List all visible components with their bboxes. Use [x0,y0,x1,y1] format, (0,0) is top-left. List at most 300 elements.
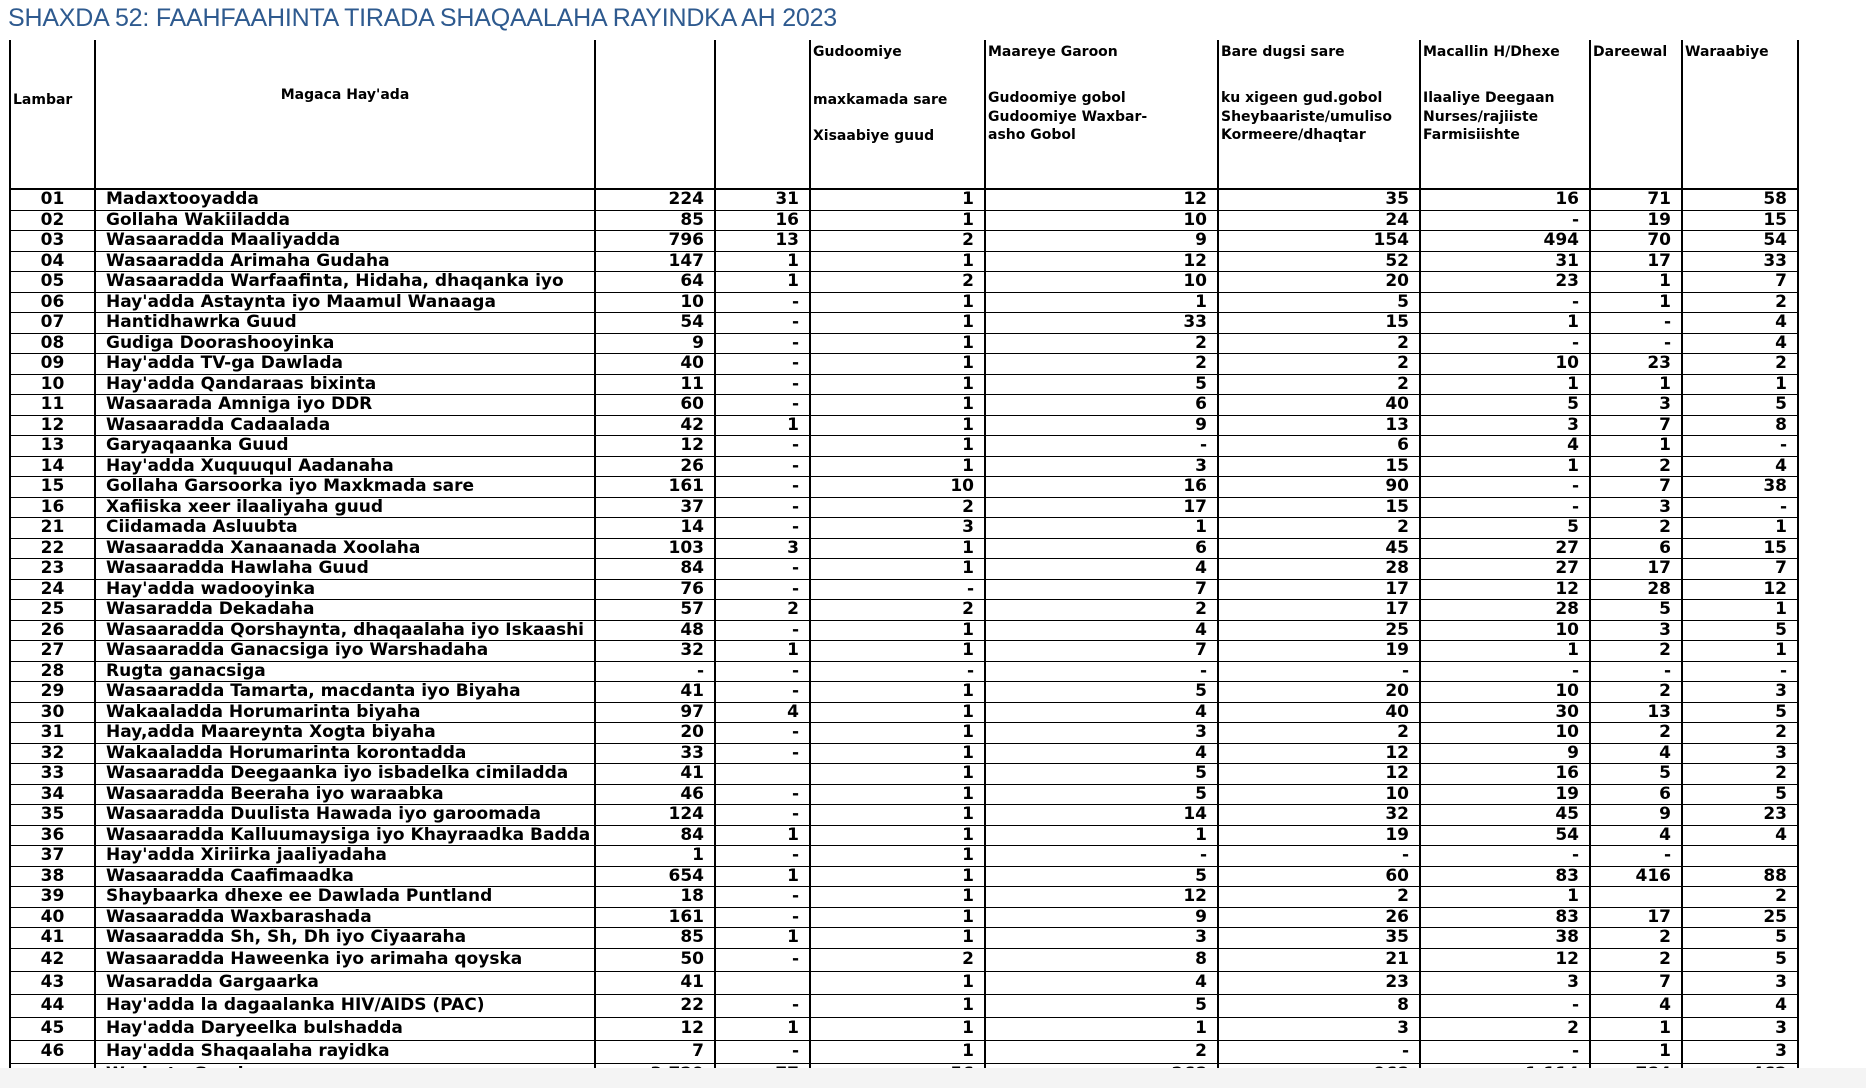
row-value: 5 [985,994,1218,1017]
row-lambar: 27 [10,641,95,662]
row-lambar: 16 [10,497,95,518]
row-lambar: 38 [10,866,95,887]
row-value: 76 [595,579,715,600]
row-value: 16 [985,477,1218,498]
row-value: 5 [1682,784,1798,805]
row-value: 71 [1590,189,1682,210]
row-value: 45 [1218,538,1420,559]
row-value: 4 [985,620,1218,641]
row-value: 2 [810,497,985,518]
row-magaca: Wasaradda Gargaarka [95,971,595,994]
row-value: 1 [810,559,985,580]
row-magaca: Hantidhawrka Guud [95,313,595,334]
row-magaca: Wasaaradda Kalluumaysiga iyo Khayraadka Badda [95,825,595,846]
table-row [10,743,1798,764]
header-line: Macallin H/Dhexe [1423,44,1560,60]
row-value: 4 [1682,313,1798,334]
row-value [715,764,810,785]
row-value: 88 [1682,866,1798,887]
header-line: Gudoomiye gobol [988,90,1126,106]
row-value: 1 [1682,374,1798,395]
row-value: 5 [1682,948,1798,971]
row-value: - [595,661,715,682]
row-value: - [1420,661,1590,682]
row-magaca: Shaybaarka dhexe ee Dawlada Puntland [95,887,595,908]
row-value: 2 [1218,333,1420,354]
row-value: - [715,948,810,971]
row-value: 31 [1420,251,1590,272]
table-row [10,907,1798,928]
row-value: 14 [985,805,1218,826]
header-macallin [1420,40,1590,189]
row-value: - [1218,1040,1420,1063]
row-value: 2 [985,354,1218,375]
row-lambar: 44 [10,994,95,1017]
header-magaca: Magaca Hay'ada [95,40,595,189]
header-line: Farmisiishte [1423,127,1520,143]
row-value: 28 [1590,579,1682,600]
row-value: 1 [810,928,985,949]
row-value: 12 [595,436,715,457]
row-value: 1 [810,1017,985,1040]
row-value: 5 [1420,518,1590,539]
table-row [10,682,1798,703]
header-line: Xisaabiye guud [813,128,935,144]
row-value: - [1682,497,1798,518]
row-value: 3 [1590,620,1682,641]
row-value: 1 [810,866,985,887]
row-value: 1 [1682,600,1798,621]
row-magaca: Wasaaradda Xanaanada Xoolaha [95,538,595,559]
row-value: 2 [1590,456,1682,477]
row-value: 25 [1682,907,1798,928]
row-value: 1 [810,702,985,723]
row-value: 1 [810,887,985,908]
row-value: 27 [1420,559,1590,580]
table-row [10,210,1798,231]
table-row [10,948,1798,971]
row-magaca: Hay'adda Xuquuqul Aadanaha [95,456,595,477]
row-value: 10 [1420,682,1590,703]
row-value: 20 [595,723,715,744]
row-value: 19 [1218,641,1420,662]
row-value: 17 [985,497,1218,518]
row-magaca: Ciidamada Asluubta [95,518,595,539]
row-value: 60 [1218,866,1420,887]
row-value: 12 [985,887,1218,908]
row-value: 7 [1682,272,1798,293]
row-lambar: 15 [10,477,95,498]
table-row [10,825,1798,846]
table-row [10,313,1798,334]
row-value: 1 [715,415,810,436]
header-row [10,40,1798,189]
table-row [10,559,1798,580]
row-value: 1 [715,866,810,887]
row-value: - [1590,313,1682,334]
row-value: 2 [810,948,985,971]
row-value: 19 [1420,784,1590,805]
header-line: Kormeere/dhaqtar [1221,127,1366,143]
row-value: 5 [1682,928,1798,949]
row-value: - [715,436,810,457]
row-value: 5 [985,784,1218,805]
row-value: 5 [985,764,1218,785]
row-lambar: 01 [10,189,95,210]
row-value: 1 [810,907,985,928]
row-lambar: 42 [10,948,95,971]
row-value: 35 [1218,189,1420,210]
header-line: Bare dugsi sare [1221,44,1345,60]
row-value: 50 [595,948,715,971]
row-value: - [715,743,810,764]
row-value: 17 [1218,600,1420,621]
row-value: 90 [1218,477,1420,498]
row-value: - [715,333,810,354]
row-value: - [715,518,810,539]
row-value: 84 [595,825,715,846]
row-magaca: Hay'adda Xiriirka jaaliyadaha [95,846,595,867]
row-value: 52 [1218,251,1420,272]
row-value: 1 [1590,272,1682,293]
row-magaca: Hay'adda Shaqaalaha rayidka [95,1040,595,1063]
row-value: 12 [1420,579,1590,600]
row-lambar: 03 [10,231,95,252]
row-value: - [1590,333,1682,354]
row-value: 3 [985,723,1218,744]
table-row [10,702,1798,723]
row-magaca: Rugta ganacsiga [95,661,595,682]
row-value: 2 [1218,518,1420,539]
staff-table [9,40,1799,1088]
row-magaca: Hay'adda wadooyinka [95,579,595,600]
row-value: 5 [985,866,1218,887]
row-value: 1 [1420,374,1590,395]
row-value: 3 [1682,743,1798,764]
row-value: 9 [595,333,715,354]
row-magaca: Wasaaradda Haweenka iyo arimaha qoyska [95,948,595,971]
row-value: 1 [810,764,985,785]
table-row [10,231,1798,252]
row-value: 41 [595,971,715,994]
row-lambar: 02 [10,210,95,231]
row-value: - [715,292,810,313]
header-line: asho Gobol [988,127,1076,143]
row-lambar: 26 [10,620,95,641]
row-value: 20 [1218,682,1420,703]
row-lambar: 25 [10,600,95,621]
row-value: 161 [595,477,715,498]
header-maareye [985,40,1218,189]
row-magaca: Hay'adda Qandaraas bixinta [95,374,595,395]
row-value: 14 [595,518,715,539]
row-value: 6 [985,538,1218,559]
table-row [10,538,1798,559]
row-lambar: 13 [10,436,95,457]
row-value: 3 [1682,1040,1798,1063]
row-value: 9 [985,907,1218,928]
row-value: 2 [1218,374,1420,395]
row-value: 5 [1682,395,1798,416]
header-bare-dugsi [1218,40,1420,189]
row-value: - [985,846,1218,867]
row-value: 38 [1682,477,1798,498]
row-value: 2 [1590,723,1682,744]
row-value: - [715,1040,810,1063]
table-row [10,866,1798,887]
table-row [10,661,1798,682]
row-value: 4 [1682,456,1798,477]
row-value: 83 [1420,907,1590,928]
row-value: 7 [1682,559,1798,580]
row-magaca: Wasaaradda Sh, Sh, Dh iyo Ciyaaraha [95,928,595,949]
row-magaca: Gollaha Wakiiladda [95,210,595,231]
row-magaca: Wakaaladda Horumarinta korontadda [95,743,595,764]
row-value: 54 [1682,231,1798,252]
row-lambar: 21 [10,518,95,539]
row-value: 85 [595,210,715,231]
header-col-2 [595,40,715,189]
row-value: 27 [1420,538,1590,559]
row-value: 7 [1590,477,1682,498]
row-value: 7 [1590,971,1682,994]
row-value: 33 [1682,251,1798,272]
row-value: 654 [595,866,715,887]
row-value: 9 [1590,805,1682,826]
row-value: 5 [985,374,1218,395]
row-value: 33 [985,313,1218,334]
table-row [10,354,1798,375]
row-lambar: 06 [10,292,95,313]
table-row [10,477,1798,498]
row-value: 8 [1682,415,1798,436]
row-value: 2 [1682,764,1798,785]
table-row [10,497,1798,518]
row-value: 58 [1682,189,1798,210]
row-value: 85 [595,928,715,949]
row-value: 30 [1420,702,1590,723]
row-value [715,971,810,994]
row-value: 1 [810,971,985,994]
row-magaca: Wasaaradda Arimaha Gudaha [95,251,595,272]
row-value: 12 [985,189,1218,210]
row-magaca: Xafiiska xeer ilaaliyaha guud [95,497,595,518]
row-value: 494 [1420,231,1590,252]
row-value: 15 [1218,313,1420,334]
row-value: 1 [810,436,985,457]
row-value: 1 [810,210,985,231]
table-row [10,784,1798,805]
row-value: 12 [1682,579,1798,600]
row-value: 40 [1218,395,1420,416]
row-value: 2 [1682,354,1798,375]
row-value: 8 [985,948,1218,971]
header-line: Maareye Garoon [988,44,1118,60]
row-value: 1 [810,251,985,272]
row-value: 17 [1590,251,1682,272]
row-value: 1 [810,682,985,703]
row-value: 19 [1590,210,1682,231]
row-value: 2 [1420,1017,1590,1040]
row-value: 1 [810,313,985,334]
row-magaca: Hay'adda la dagaalanka HIV/AIDS (PAC) [95,994,595,1017]
table-row [10,641,1798,662]
row-lambar: 08 [10,333,95,354]
row-value: 3 [1682,971,1798,994]
row-value: 1 [1590,1040,1682,1063]
row-magaca: Wakaaladda Horumarinta biyaha [95,702,595,723]
row-value: 17 [1590,907,1682,928]
row-value: 7 [1590,415,1682,436]
row-value: - [1420,333,1590,354]
row-value: 35 [1218,928,1420,949]
row-value: 32 [595,641,715,662]
row-value: 5 [1218,292,1420,313]
row-value: 2 [1218,723,1420,744]
row-value: 1 [810,1040,985,1063]
row-lambar: 29 [10,682,95,703]
row-value: 6 [985,395,1218,416]
row-value: 25 [1218,620,1420,641]
row-value: 97 [595,702,715,723]
row-value: 38 [1420,928,1590,949]
row-value: 2 [810,272,985,293]
row-lambar: 34 [10,784,95,805]
row-value: 1 [810,641,985,662]
row-value: - [715,620,810,641]
row-value: 16 [715,210,810,231]
row-lambar: 05 [10,272,95,293]
row-value: 7 [595,1040,715,1063]
row-value: 1 [1420,456,1590,477]
row-value: 1 [810,994,985,1017]
row-value: 4 [1590,994,1682,1017]
row-value: 1 [595,846,715,867]
row-magaca: Wasaaradda Tamarta, macdanta iyo Biyaha [95,682,595,703]
row-value: 796 [595,231,715,252]
row-lambar: 35 [10,805,95,826]
row-value: - [810,579,985,600]
table-row [10,415,1798,436]
row-value: 1 [985,518,1218,539]
row-value: 31 [715,189,810,210]
row-value: 1 [1590,436,1682,457]
row-value: 1 [810,292,985,313]
row-value: - [1420,210,1590,231]
row-value: 1 [1420,887,1590,908]
row-value: - [715,395,810,416]
row-value: 1 [715,825,810,846]
row-lambar: 36 [10,825,95,846]
row-value: 5 [1682,702,1798,723]
row-value: 103 [595,538,715,559]
row-value: 26 [1218,907,1420,928]
row-value: 4 [1590,825,1682,846]
row-value: 1 [1682,641,1798,662]
row-lambar: 37 [10,846,95,867]
row-value: 24 [1218,210,1420,231]
row-value: - [1420,292,1590,313]
row-value: 3 [1590,395,1682,416]
row-magaca: Gudiga Doorashooyinka [95,333,595,354]
row-value: 1 [715,272,810,293]
row-value: - [715,456,810,477]
row-value: - [1420,1040,1590,1063]
table-row [10,374,1798,395]
table-row [10,620,1798,641]
row-value: 10 [1420,723,1590,744]
header-line: Sheybaariste/umuliso [1221,109,1392,125]
row-value: 70 [1590,231,1682,252]
row-value: 46 [595,784,715,805]
table-row [10,189,1798,210]
row-lambar: 32 [10,743,95,764]
row-value: 48 [595,620,715,641]
row-value: 10 [1218,784,1420,805]
row-lambar: 40 [10,907,95,928]
row-value: - [1218,661,1420,682]
row-value: 12 [1218,764,1420,785]
row-value: 26 [595,456,715,477]
row-magaca: Gollaha Garsoorka iyo Maxkmada sare [95,477,595,498]
header-waraabiye [1682,40,1798,189]
row-value: 1 [810,846,985,867]
row-value: - [1590,661,1682,682]
row-value: 1 [810,333,985,354]
row-magaca: Wasaaradda Warfaafinta, Hidaha, dhaqanka iyo [95,272,595,293]
row-value: 2 [1590,948,1682,971]
row-lambar: 46 [10,1040,95,1063]
row-value: 1 [1420,313,1590,334]
row-value: 21 [1218,948,1420,971]
row-value: 2 [1218,354,1420,375]
row-value: 23 [1590,354,1682,375]
row-value: - [715,579,810,600]
row-value: 1 [1590,292,1682,313]
row-value: 1 [810,374,985,395]
row-value: - [1420,477,1590,498]
row-value: 2 [985,1040,1218,1063]
row-value: 2 [985,333,1218,354]
table-row [10,395,1798,416]
row-value: 15 [1682,210,1798,231]
table-row [10,518,1798,539]
header-line: Nurses/rajiiste [1423,109,1539,125]
row-value: 1 [985,1017,1218,1040]
row-value: 9 [985,415,1218,436]
row-value: 5 [985,682,1218,703]
table-row [10,600,1798,621]
header-line: ku xigeen gud.gobol [1221,90,1383,106]
row-value: 23 [1420,272,1590,293]
row-value: 2 [1682,887,1798,908]
row-value: 4 [985,702,1218,723]
row-value: 1 [810,415,985,436]
row-magaca: Hay'adda Daryeelka bulshadda [95,1017,595,1040]
row-value: - [715,497,810,518]
row-value: 4 [1590,743,1682,764]
row-lambar: 33 [10,764,95,785]
row-value: 3 [1682,1017,1798,1040]
row-value: - [810,661,985,682]
row-value: 13 [715,231,810,252]
row-value: 16 [1420,189,1590,210]
row-value: - [715,723,810,744]
row-value: 37 [595,497,715,518]
row-value: 1 [715,1017,810,1040]
row-value: 33 [595,743,715,764]
row-magaca: Hay'adda TV-ga Dawlada [95,354,595,375]
